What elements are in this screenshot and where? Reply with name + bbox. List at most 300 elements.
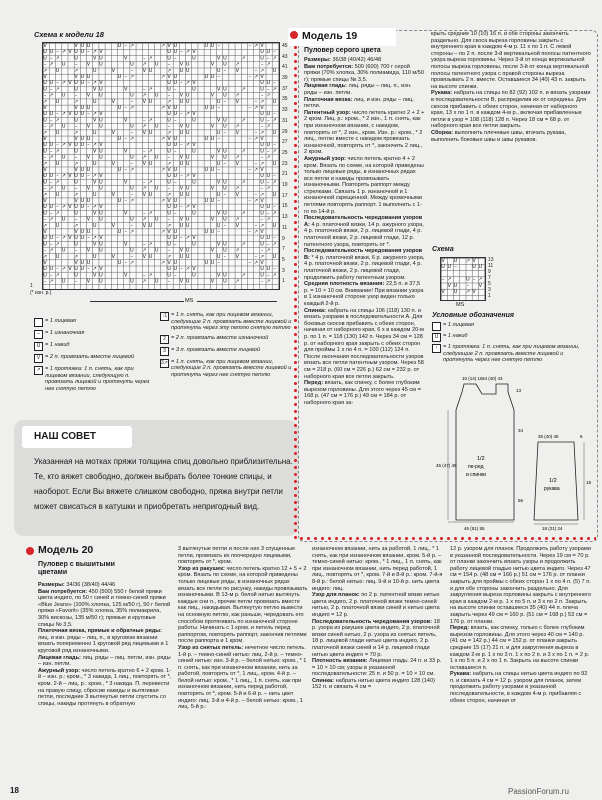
pattern-dimension: 13	[516, 388, 522, 393]
chart-symbol: V	[93, 210, 97, 217]
chart-symbol: V	[86, 92, 91, 99]
legend-symbol-icon: –	[34, 330, 43, 339]
half-body-outline	[456, 384, 514, 520]
chart-symbol: –	[217, 259, 220, 266]
legend-symbol-icon	[432, 322, 441, 331]
chart-symbol: –	[124, 104, 127, 111]
row-number: 9	[488, 269, 491, 275]
legend-symbol-icon: ↑1	[161, 313, 168, 319]
chart-symbol: ↗	[61, 173, 66, 180]
chart-symbol: U	[92, 160, 97, 167]
paragraph	[178, 566, 308, 645]
chart-symbol: V	[93, 241, 97, 248]
model-19-bullet	[290, 31, 298, 39]
chart-symbol: U	[49, 49, 54, 56]
chart-symbol: U	[74, 148, 78, 155]
chart-symbol: U	[441, 264, 445, 271]
model-20-col1	[38, 582, 172, 707]
pattern-dimension: 56	[518, 498, 524, 503]
chart-symbol: ↗	[148, 117, 153, 124]
chart-symbol: ↗	[260, 222, 265, 229]
chart-symbol: ↗	[74, 191, 79, 198]
row-number: 1	[488, 293, 491, 299]
chart-symbol: –	[56, 266, 59, 273]
chart-symbol: U	[154, 123, 159, 130]
chart-symbol: V	[235, 67, 239, 74]
chart-symbol: –	[466, 282, 470, 289]
row-number: 17	[282, 192, 288, 199]
chart-symbol: V	[68, 173, 72, 180]
chart-symbol: ↗	[160, 135, 165, 142]
chart-symbol: ↗	[253, 197, 258, 204]
chart-symbol: –	[74, 216, 78, 223]
chart-symbol: U	[92, 67, 97, 74]
chart-symbol: U	[148, 222, 153, 229]
chart-symbol: U	[185, 216, 190, 223]
model-20-bullet	[26, 547, 34, 555]
chart-symbol: V	[43, 197, 47, 204]
chart-symbol: U	[55, 253, 60, 260]
chart-symbol: –	[273, 173, 276, 180]
chart-symbol: U	[447, 264, 452, 271]
paragraph-heading: Ажурный узор:	[304, 155, 346, 162]
chart-symbol: V	[441, 257, 445, 264]
paragraph-heading: Узор из снятых петель:	[178, 644, 244, 651]
chart-symbol: U	[43, 272, 47, 279]
row-number: 23	[282, 160, 288, 167]
chart-symbol: V	[167, 73, 171, 80]
chart-symbol: U	[173, 104, 178, 111]
model-19-symbols	[432, 322, 592, 366]
chart-symbol: –	[124, 228, 127, 235]
chart-symbol: ↗	[241, 148, 246, 155]
chart-symbol: –	[124, 42, 127, 49]
chart-symbol: U	[80, 135, 85, 142]
chart-symbol: –	[267, 148, 270, 155]
chart-symbol: –	[130, 191, 134, 198]
chart-symbol: U	[55, 191, 60, 198]
chart-symbol: –	[260, 92, 264, 99]
chart-symbol: U	[49, 142, 54, 149]
chart-symbol: U	[74, 173, 78, 180]
chart-symbol: V	[142, 98, 146, 105]
legend-symbol-icon: U	[34, 342, 43, 351]
chart-symbol: –	[180, 235, 183, 242]
chart-symbol: ↗	[185, 142, 190, 149]
chart-symbol: U	[173, 42, 178, 49]
chart-symbol: V	[260, 135, 264, 142]
chart-symbol: ↗	[74, 98, 79, 105]
chart-symbol: V	[167, 166, 171, 173]
chart-symbol: U	[167, 111, 171, 118]
chart-symbol: –	[260, 154, 264, 161]
chart-symbol: ↗	[241, 241, 246, 248]
chart-symbol: U	[74, 80, 78, 87]
chart-symbol: V	[68, 80, 72, 87]
chart-symbol: V	[124, 117, 128, 124]
chart-symbol: ↗	[129, 42, 134, 49]
chart-symbol: U	[130, 154, 134, 161]
chart-symbol: –	[223, 253, 227, 260]
chart-symbol: U	[272, 222, 277, 229]
chart-symbol: U	[61, 92, 66, 99]
legend-symbol-icon: 2	[160, 335, 169, 344]
chart-symbol: –	[254, 253, 258, 260]
chart-symbol: U	[179, 160, 184, 167]
chart-symbol: V	[124, 55, 128, 62]
pattern-dimension: 6	[580, 434, 583, 439]
chart-symbol: ↗	[167, 191, 172, 198]
chart-symbol: ↗	[272, 210, 277, 217]
chart-symbol: U	[185, 129, 190, 136]
row-number: 3	[488, 287, 491, 293]
chart-symbol: –	[267, 210, 270, 217]
chart-symbol: U	[154, 61, 159, 68]
chart-symbol: V	[179, 185, 184, 192]
legend-entry	[34, 354, 152, 363]
row-number: 1	[282, 278, 285, 285]
legend-text: = 1 протяжка: 1 п. снять, как при лицевом вязании, следующую п. провязать лицевой и протянуть через нее снятую петлю	[45, 366, 150, 392]
chart-symbol: –	[50, 86, 53, 93]
paragraph-text: набрать на спицы 106 (118) 130 п. и вязать узорами в последовательности А. Для боковых скосов прибавить с обеих сторон, начиная от наборного края, 6 х в каждом 20-м р. по 1 п. = 118 (130) 142 п. Через 34 см = 128 р. от наборного края закрыть с обеих сторон для проймы 1 х по 4 п. = 100 (112) 124 п. После окончания последовательности узоров вязать все петли патентным узором. Через 58 см = 218 р. (60 см = 226 р.) 62 см = 232 р. от наборного края все петли закрыть.	[304, 307, 424, 380]
chart-symbol: –	[174, 117, 177, 124]
chart-symbol: V	[210, 61, 215, 68]
paragraph-heading: Узор для планок:	[312, 592, 360, 599]
chart-symbol: U	[167, 179, 171, 186]
chart-symbol: ↗	[129, 197, 134, 204]
chart-symbol: V	[93, 86, 97, 93]
chart-symbol: U	[192, 210, 196, 217]
chart-symbol: U	[260, 86, 264, 93]
pattern-dimension: 10 (14) 16	[462, 376, 483, 381]
chart-symbol: –	[174, 86, 177, 93]
paragraph	[431, 90, 591, 130]
chart-symbol: ↗	[148, 241, 153, 248]
chart-symbol: U	[167, 148, 171, 155]
chart-symbol: –	[56, 49, 59, 56]
chart-symbol: U	[130, 185, 134, 192]
chart-symbol: ↗	[49, 61, 54, 68]
model-20-subtitle: Пуловер с вышитыми цветами	[38, 561, 115, 576]
chart-symbol: –	[50, 210, 53, 217]
row-number: 41	[282, 64, 288, 71]
chart-symbol: –	[167, 185, 171, 192]
chart-symbol: U	[80, 259, 85, 266]
chart-symbol: –	[254, 98, 258, 105]
chart-symbol: U	[80, 42, 85, 49]
paragraph-text: вязать, как спинку, только с более глубоким вырезом горловины. Для этого через 40 см = 140 р. (41 см = 142 р.) 44 см = 152 р. от планки закрыть средние 15 (17) 21 п. и для закругления выреза в каждом 2-м р. 1 х по 3 п. 1 х по 2 п. и 3 х по 1 п. = 2 р. 1 х по 5 п. и 2 х по 1 п. Закрыть на высоте спинки оставшиеся п.	[450, 625, 590, 671]
model-20-col2	[178, 546, 308, 711]
chart-symbol: ↗	[43, 191, 48, 198]
chart-symbol: U	[55, 160, 60, 167]
chart-symbol: U	[210, 228, 215, 235]
chart-symbol: U	[272, 129, 277, 136]
chart-symbol: ↗	[185, 235, 190, 242]
chart-symbol: –	[50, 241, 53, 248]
chart-19-row-numbers	[488, 257, 500, 301]
chart-symbol: V	[260, 166, 264, 173]
chart-symbol: V	[235, 222, 239, 229]
chart-symbol: U	[260, 80, 264, 87]
chart-symbol: –	[74, 185, 78, 192]
chart-symbol: U	[74, 266, 78, 273]
paragraph-text: набрать на спицы нитью цвета индиго по 92 п. и связать 4 см = 12 р. узором для планок, затем продолжить работу узорами в указанной последовательности, в каждом 4-м р. прибавляя с обеих сторон, начиная от	[450, 671, 588, 704]
chart-symbol: ↗	[129, 135, 134, 142]
legend-symbol-icon: V	[34, 354, 43, 363]
chart-symbol: –	[50, 117, 53, 124]
chart-symbol: ↗	[160, 42, 165, 49]
chart-symbol: –	[273, 235, 276, 242]
chart-symbol: ↗	[241, 117, 246, 124]
chart-symbol: ↗	[55, 117, 60, 124]
paragraph-text: 36/38 (40/42) 46/48	[330, 57, 382, 63]
chart-symbol: U	[99, 185, 103, 192]
chart-symbol: V	[210, 123, 215, 130]
paragraph-heading: Рукава:	[450, 671, 472, 678]
legend-entry	[160, 359, 292, 379]
chart-symbol: –	[56, 204, 59, 211]
chart-symbol: U	[74, 55, 78, 62]
chart-symbol: U	[173, 204, 178, 211]
chart-symbol: U	[148, 160, 153, 167]
chart-symbol: U	[167, 272, 171, 279]
chart-symbol: U	[99, 241, 103, 248]
chart-symbol: U	[210, 135, 215, 142]
chart-symbol: –	[167, 92, 171, 99]
chart-symbol: –	[124, 197, 127, 204]
chart-symbol: –	[43, 247, 47, 254]
chart-symbol: U	[266, 266, 271, 273]
legend-text: = 3 п. провязать вместе лицевой	[171, 346, 260, 353]
chart-symbol: ↗	[253, 73, 258, 80]
chart-symbol: U	[49, 80, 54, 87]
model-19-dots-bottom	[298, 536, 596, 541]
chart-symbol: –	[260, 247, 264, 254]
row-number: 33	[282, 107, 288, 114]
legend-symbol-icon	[34, 318, 43, 327]
paragraph	[312, 658, 444, 678]
chart-symbol: –	[217, 197, 220, 204]
chart-symbol: ↗	[235, 123, 240, 130]
chart-symbol: U	[167, 80, 171, 87]
paragraph-text: лиц. и изн. ряды – лиц. петли.	[304, 96, 414, 110]
chart-symbol: –	[217, 73, 220, 80]
chart-symbol: V	[472, 288, 476, 295]
chart-symbol: U	[192, 179, 196, 186]
legend-text: = 2 п. провязать вместе изнаночной	[171, 334, 269, 341]
chart-symbol: U	[43, 179, 47, 186]
chart-symbol: –	[143, 148, 146, 155]
chart-symbol: V	[68, 49, 72, 56]
chart-symbol: V	[43, 166, 47, 173]
chart-symbol: ↗	[185, 80, 190, 87]
chart-symbol: U	[173, 166, 178, 173]
chart-symbol: –	[248, 259, 251, 266]
chart-symbol: U	[43, 142, 47, 149]
chart-symbol: U	[216, 222, 221, 229]
chart-symbol: U	[216, 98, 221, 105]
chart-symbol: U	[167, 241, 171, 248]
chart-symbol: V	[235, 191, 239, 198]
pattern-dimension: 36 (40) 45	[538, 434, 559, 439]
chart-symbol: U	[74, 235, 78, 242]
chart-symbol: U	[61, 216, 66, 223]
legend-entry	[34, 330, 152, 339]
paragraph	[304, 57, 426, 64]
chart-symbol: U	[260, 266, 264, 273]
chart-symbol: U	[185, 160, 190, 167]
chart-symbol: V	[111, 129, 115, 136]
chart-symbol: U	[80, 166, 85, 173]
model-19-subtitle: Пуловер серого цвета	[304, 47, 381, 54]
chart-symbol: U	[61, 185, 66, 192]
chart-symbol: V	[99, 80, 103, 87]
chart-symbol: ↗	[235, 185, 240, 192]
chart-symbol: V	[99, 142, 103, 149]
chart-symbol: U	[86, 104, 91, 111]
chart-symbol: –	[273, 266, 276, 273]
paragraph-heading: Сборка:	[431, 129, 454, 136]
paragraph-text: нечетное число петель. 1-й р. – темно-синей нитью: лиц. 2-й р. – темно-синей нитью: изн. 3-й р. – белой нитью: кром., * 1 п. снять, как при изнаночном вязании, нить за работой, повторять от *, 1 лиц., кром. 4-й р. – белой нитью: кром., * 1 лиц., 1 п. снять, как при изнаночном вязании, нить перед работой, повторять от *, кром. 5-й и 6-й р. – нить цвет индиго: лиц. 3-й и 4-й р. – белой нитью: кром., 1 лиц. 5-й р.:	[178, 644, 307, 711]
chart-symbol: –	[260, 216, 264, 223]
chart-symbol: U	[148, 67, 153, 74]
chart-symbol: U	[154, 154, 159, 161]
chart-symbol: U	[260, 148, 264, 155]
chart-symbol: –	[248, 166, 251, 173]
row-number: 7	[488, 275, 491, 281]
chart-symbol: U	[173, 266, 178, 273]
chart-symbol: U	[173, 235, 178, 242]
paragraph-heading: Размеры:	[38, 582, 65, 588]
chart-symbol: –	[43, 154, 47, 161]
chart-symbol: U	[179, 222, 184, 229]
chart-symbol: –	[87, 173, 90, 180]
chart-symbol: ↗	[167, 160, 172, 167]
chart-symbol: U	[173, 197, 178, 204]
chart-symbol: U	[74, 272, 78, 279]
chart-symbol: ↗	[61, 142, 66, 149]
chart-symbol: U	[99, 123, 103, 130]
chart-symbol: V	[99, 111, 103, 118]
chart-symbol: U	[185, 123, 190, 130]
paragraph-heading: Вам потребуется:	[304, 63, 354, 70]
paragraph-heading: Перед:	[450, 625, 470, 632]
chart-symbol: ↗	[235, 278, 240, 285]
chart-symbol: –	[130, 160, 134, 167]
chart-symbol: U	[472, 264, 476, 271]
chart-symbol: U	[192, 241, 196, 248]
chart-symbol: ↗	[92, 266, 97, 273]
chart-symbol: –	[217, 228, 220, 235]
paragraph	[312, 619, 444, 659]
chart-symbol: V	[210, 278, 215, 285]
chart-symbol: V	[167, 197, 171, 204]
half-body-label-2: пе-ред	[468, 464, 484, 470]
model-20-col4	[450, 546, 592, 704]
chart-symbol: U	[43, 86, 47, 93]
row-number: 29	[282, 128, 288, 135]
chart-symbol: –	[217, 166, 220, 173]
chart-symbol: U	[210, 259, 215, 266]
chart-symbol: –	[248, 197, 251, 204]
chart-symbol: –	[174, 148, 177, 155]
paragraph	[38, 589, 172, 629]
chart-symbol: U	[99, 179, 103, 186]
chart-symbol: U	[74, 210, 78, 217]
chart-symbol: V	[74, 228, 78, 235]
chart-symbol: –	[167, 154, 171, 161]
chart-symbol: U	[185, 98, 190, 105]
chart-symbol: U	[272, 191, 277, 198]
chart-symbol: ↗	[142, 61, 147, 68]
chart-symbol: ↗	[235, 92, 240, 99]
chart-symbol: V	[111, 160, 115, 167]
chart-symbol: ↗	[148, 210, 153, 217]
chart-symbol: U	[148, 253, 153, 260]
chart-symbol: ↗	[478, 276, 483, 283]
chart-symbol: V	[192, 266, 196, 273]
chart-symbol: –	[174, 55, 177, 62]
chart-symbol: U	[223, 272, 227, 279]
chart-symbol: U	[130, 123, 134, 130]
chart-symbol: U	[453, 257, 458, 264]
paragraph	[38, 582, 172, 589]
chart-symbol: V	[167, 259, 171, 266]
chart-symbol: U	[148, 129, 153, 136]
chart-symbol: ↗	[55, 179, 60, 186]
chart-symbol: V	[111, 222, 115, 229]
paragraph	[304, 156, 426, 215]
chart-symbol: –	[124, 135, 127, 142]
chart-symbol: –	[441, 276, 445, 283]
chart-symbol: –	[267, 241, 270, 248]
chart-symbol: V	[74, 42, 78, 49]
chart-symbol: ↗	[260, 129, 265, 136]
paragraph-heading: Размеры:	[304, 57, 331, 63]
chart-symbol: U	[130, 216, 134, 223]
chart-symbol: U	[80, 173, 85, 180]
chart-symbol: V	[192, 204, 196, 211]
pattern-dimension: 18	[586, 480, 592, 485]
chart-symbol: U	[216, 67, 221, 74]
chart-symbol: –	[248, 135, 251, 142]
chart-symbol: U	[216, 253, 221, 260]
chart-symbol: V	[167, 104, 171, 111]
chart-symbol: U	[80, 80, 85, 87]
chart-symbol: U	[43, 55, 47, 62]
chart-symbol: V	[43, 73, 47, 80]
chart-symbol: ↗	[266, 278, 271, 285]
paragraph	[304, 64, 426, 84]
row-number: 13	[282, 214, 288, 221]
chart-symbol: U	[192, 272, 196, 279]
chart-symbol: ↗	[253, 259, 258, 266]
legend-text: = 1 накид	[443, 333, 468, 339]
paragraph-heading: Платочная вязка:	[304, 96, 353, 103]
chart-symbol: V	[68, 204, 72, 211]
chart-symbol: ↗	[49, 278, 54, 285]
chart-symbol: V	[86, 61, 91, 68]
paragraph-text: набрать нитью цвета индиго 128 (140) 152 п. и связать 4 см =	[312, 677, 435, 691]
chart-symbol: U	[260, 55, 264, 62]
chart-symbol: ↗	[266, 61, 271, 68]
chart-symbol: –	[43, 216, 47, 223]
chart-symbol: –	[43, 278, 47, 285]
chart-symbol: –	[174, 210, 177, 217]
chart-symbol: U	[272, 253, 277, 260]
chart-symbol: V	[217, 86, 221, 93]
chart-symbol: –	[260, 123, 264, 130]
